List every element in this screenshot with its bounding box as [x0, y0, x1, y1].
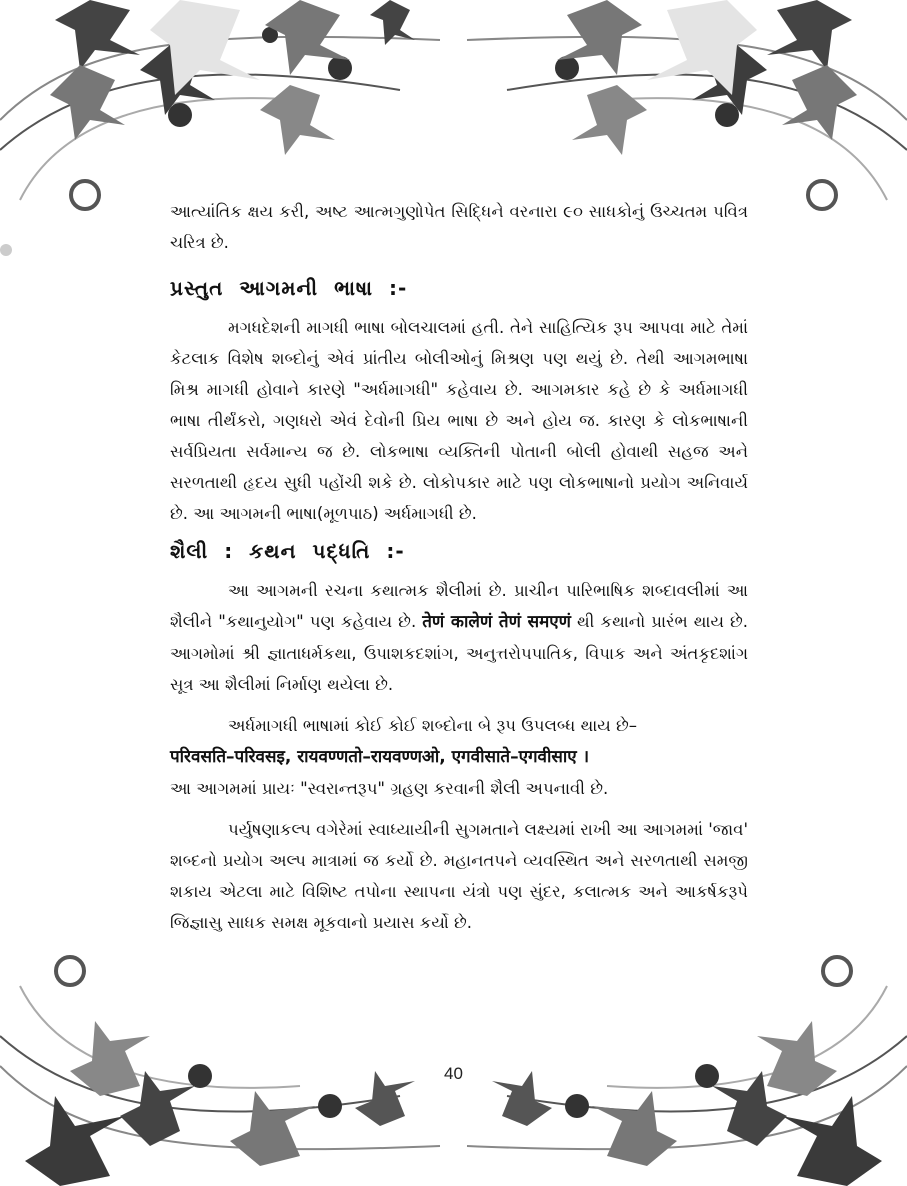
paragraph-language: મગધદેશની માગધી ભાષા બોલચાલમાં હતી. તેને સાહિત્યિક રૂપ આપવા માટે તેમાં કેટલાક વિશેષ શબ્દોનું એવં પ્રાંતીય બોલીઓનું મિશ્રણ પણ થયું છે. તેથી આગમભાષા મિશ્ર માગધી હોવાને કારણે "અર્ધમાગધી" કહેવાય છે. આગમકાર કહે છે કે અર્ધમાગધી ભાષા તીર્થંકરો, ગણધરો એવં દેવોની પ્રિય ભાષા છે અને હોય જ. કારણ કે લોકભાષાની સર્વપ્રિયતા સર્વમાન્ય જ છે. લોકભાષા વ્યક્તિની પોતાની બોલી હોવાથી સહજ અને સરળતાથી હૃદય સુધી પહોંચી શકે છે. લોકોપકાર માટે પણ લોકભાષાનો પ્રયોગ અનિવાર્ય છે. આ આગમની ભાષા(મૂળપાઠ) અર્ધમાગધી છે. [170, 318, 748, 523]
section-heading-language: પ્રસ્તુત આગમની ભાષા :- [170, 276, 408, 300]
prakrit-phrase: तेणं कालेणं तेणं समएणं [422, 612, 571, 632]
page-number: 40 [444, 1064, 463, 1083]
text-run: થી કથાનો પ્રારંભ થાય છે. આગમોમાં શ્રી જ્ઞાતાધર્મકથા, ઉપાશકદશાંગ, અનુત્તરોપપાતિક, વિપાક અને અંતકૃદશાંગ સૂત્ર આ શૈલીમાં નિર્માણ થયેલા છે. [170, 612, 749, 694]
paragraph-style-2 [170, 710, 748, 804]
decorative-side-left [0, 230, 40, 940]
text-run: આ આગમની રચના કથાત્મક શૈલીમાં છે. પ્રાચીન પારિભાષિક શબ્દાવલીમાં આ શૈલીને "કથાનુયોગ" પણ કહેવાય છે. [170, 581, 748, 631]
leaf-swirl-icon [467, 0, 907, 209]
page-body [170, 196, 748, 938]
leaf-swirl-icon [0, 0, 440, 209]
paragraph-style-1 [170, 575, 748, 700]
text-run: આ આગમમાં પ્રાયઃ "સ્વરાન્તરૂપ" ગ્રહણ કરવાની શૈલી અપનાવી છે. [170, 779, 609, 798]
text-run: અર્ધમાગધી ભાષામાં કોઈ કોઈ શબ્દોના બે રૂપ ઉપલબ્ધ થાય છે– [228, 716, 638, 735]
prakrit-word-forms: परिवसति–परिवसइ, रायवण्णतो–रायवण्णओ, एगवीसाते–एगवीसाए । [170, 747, 590, 767]
paragraph-style-3: પર્યુષણાકલ્પ વગેરેમાં સ્વાધ્યાયીની સુગમતાને લક્ષ્યમાં રાખી આ આગમમાં 'જાવ' શબ્દનો પ્રયોગ અલ્પ માત્રામાં જ કર્યો છે. મહાનતપને વ્યવસ્થિત અને સરળતાથી સમજી શકાય એટલા માટે વિશિષ્ટ તપોના સ્થાપના યંત્રો પણ સુંદર, કલાત્મક અને આકર્ષકરૂપે જિજ્ઞાસુ સાધક સમક્ષ મૂકવાનો પ્રયાસ કર્યો છે. [170, 820, 748, 932]
intro-paragraph: આત્યાંતિક ક્ષય કરી, અષ્ટ આત્મગુણોપેત સિદ્ધિને વરનારા ૯૦ સાધકોનું ઉચ્ચતમ પવિત્ર ચરિત્ર છે. [170, 202, 748, 252]
section-heading-style: શૈલી : કથન પદ્ધતિ :- [170, 539, 405, 563]
